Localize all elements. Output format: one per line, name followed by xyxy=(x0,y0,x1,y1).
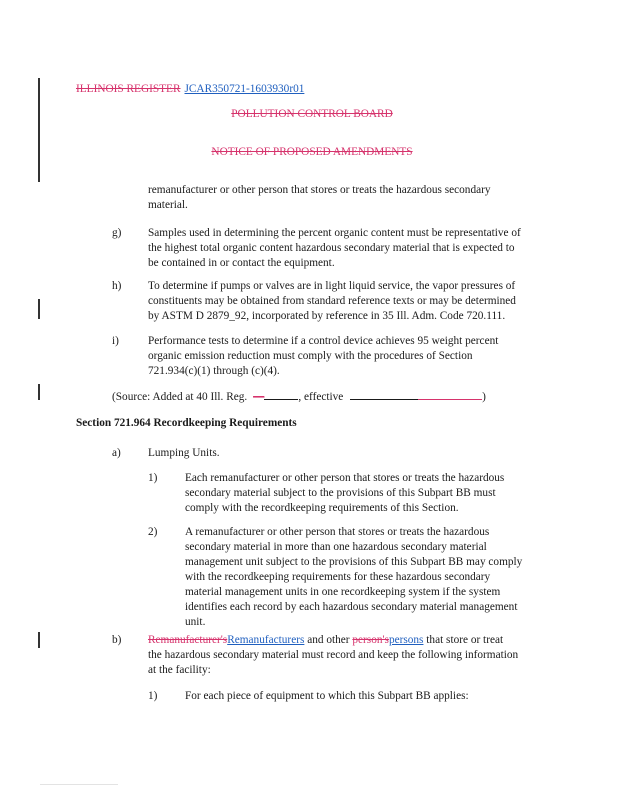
register-header xyxy=(76,82,304,97)
sub-a-item-1-text xyxy=(185,471,504,516)
item-label-i: i) xyxy=(112,335,119,347)
sub-a-text: Lumping Units. xyxy=(148,447,220,459)
item-line: material management units in one recordkeeping system if the system xyxy=(185,586,501,598)
source-close: ) xyxy=(482,391,486,403)
item-line: identifies each record by each hazardous secondary material management xyxy=(185,601,518,613)
item-line: secondary material in more than one hazardous secondary material xyxy=(185,541,487,553)
source-deleted-dash: — xyxy=(253,391,265,403)
register-inserted-text: JCAR350721-1603930r01 xyxy=(184,83,305,95)
sub-b-label: b) xyxy=(112,634,122,646)
continuation-text xyxy=(148,183,491,213)
sub-b-inserted-1: Remanufacturers xyxy=(227,634,305,646)
sub-b-inserted-2: persons xyxy=(388,634,424,646)
register-deleted-text: ILLINOIS REGISTER xyxy=(76,83,181,95)
item-line: Samples used in determining the percent organic content must be representative of xyxy=(148,227,521,239)
item-text-h xyxy=(148,279,516,324)
section-title: Section 721.964 Recordkeeping Requirements xyxy=(76,417,297,429)
footer-rule xyxy=(40,784,118,785)
continuation-line: remanufacturer or other person that stores or treats the hazardous secondary xyxy=(148,184,491,196)
sub-b-item-1-label: 1) xyxy=(148,690,158,702)
sub-a-label: a) xyxy=(112,447,121,459)
item-line: the highest total organic content hazardous secondary material that is expected to xyxy=(148,242,515,254)
source-register-blank xyxy=(264,388,298,400)
sub-b-line-1 xyxy=(148,633,518,648)
item-line: Performance tests to determine if a control device achieves 95 weight percent xyxy=(148,335,499,347)
change-bar-item-h xyxy=(38,299,40,319)
item-text-g xyxy=(148,226,521,271)
sub-b-mid: and other xyxy=(304,634,353,646)
source-prefix: (Source: Added at 40 Ill. Reg. xyxy=(112,391,248,403)
item-line: be contained in or contact the equipment. xyxy=(148,257,335,269)
notice-title: NOTICE OF PROPOSED AMENDMENTS xyxy=(211,146,413,158)
sub-a-item-2-label: 2) xyxy=(148,526,158,538)
item-line: To determine if pumps or valves are in light liquid service, the vapor pressures of xyxy=(148,280,516,292)
item-line: A remanufacturer or other person that stores or treats the hazardous xyxy=(185,526,490,538)
sub-a-item-2-text xyxy=(185,525,522,630)
source-note xyxy=(112,388,486,405)
item-line: by ASTM D 2879_92, incorporated by reference in 35 Ill. Adm. Code 720.111. xyxy=(148,310,506,322)
item-line: secondary material subject to the provisions of this Subpart BB must xyxy=(185,487,496,499)
sub-a-item-1-label: 1) xyxy=(148,472,158,484)
sub-b-line-3: at the facility: xyxy=(148,664,211,676)
sub-b-item-1-text: For each piece of equipment to which this Subpart BB applies: xyxy=(185,690,469,702)
change-bar-header xyxy=(38,78,40,182)
sub-b-line-2: the hazardous secondary material must record and keep the following information xyxy=(148,649,519,661)
source-deleted-blank xyxy=(418,388,482,400)
source-effective-label: , effective xyxy=(298,391,344,403)
item-line: organic emission reduction must comply with the procedures of Section xyxy=(148,350,473,362)
board-header xyxy=(0,107,624,122)
sub-b-text xyxy=(148,633,518,678)
continuation-line: material. xyxy=(148,199,188,211)
board-name: POLLUTION CONTROL BOARD xyxy=(231,108,393,120)
item-text-i xyxy=(148,334,498,379)
sub-b-tail: that store or treat xyxy=(423,634,504,646)
item-line: management unit subject to the provisions of this Subpart BB may comply xyxy=(185,556,523,568)
item-line: with the recordkeeping requirements for these hazardous secondary xyxy=(185,571,491,583)
source-effective-blank xyxy=(350,388,418,400)
sub-b-deleted-1: Remanufacturer's xyxy=(148,634,228,646)
change-bar-source xyxy=(38,384,40,400)
item-line: unit. xyxy=(185,616,206,628)
sub-b-deleted-2: person's xyxy=(352,634,389,646)
item-label-g: g) xyxy=(112,227,122,239)
item-line: 721.934(c)(1) through (c)(4). xyxy=(148,365,280,377)
item-line: Each remanufacturer or other person that stores or treats the hazardous xyxy=(185,472,505,484)
change-bar-sub-b xyxy=(38,632,40,648)
item-label-h: h) xyxy=(112,280,122,292)
item-line: constituents may be obtained from standard reference texts or may be determined xyxy=(148,295,516,307)
notice-header xyxy=(0,145,624,160)
item-line: comply with the recordkeeping requirements of this Section. xyxy=(185,502,459,514)
